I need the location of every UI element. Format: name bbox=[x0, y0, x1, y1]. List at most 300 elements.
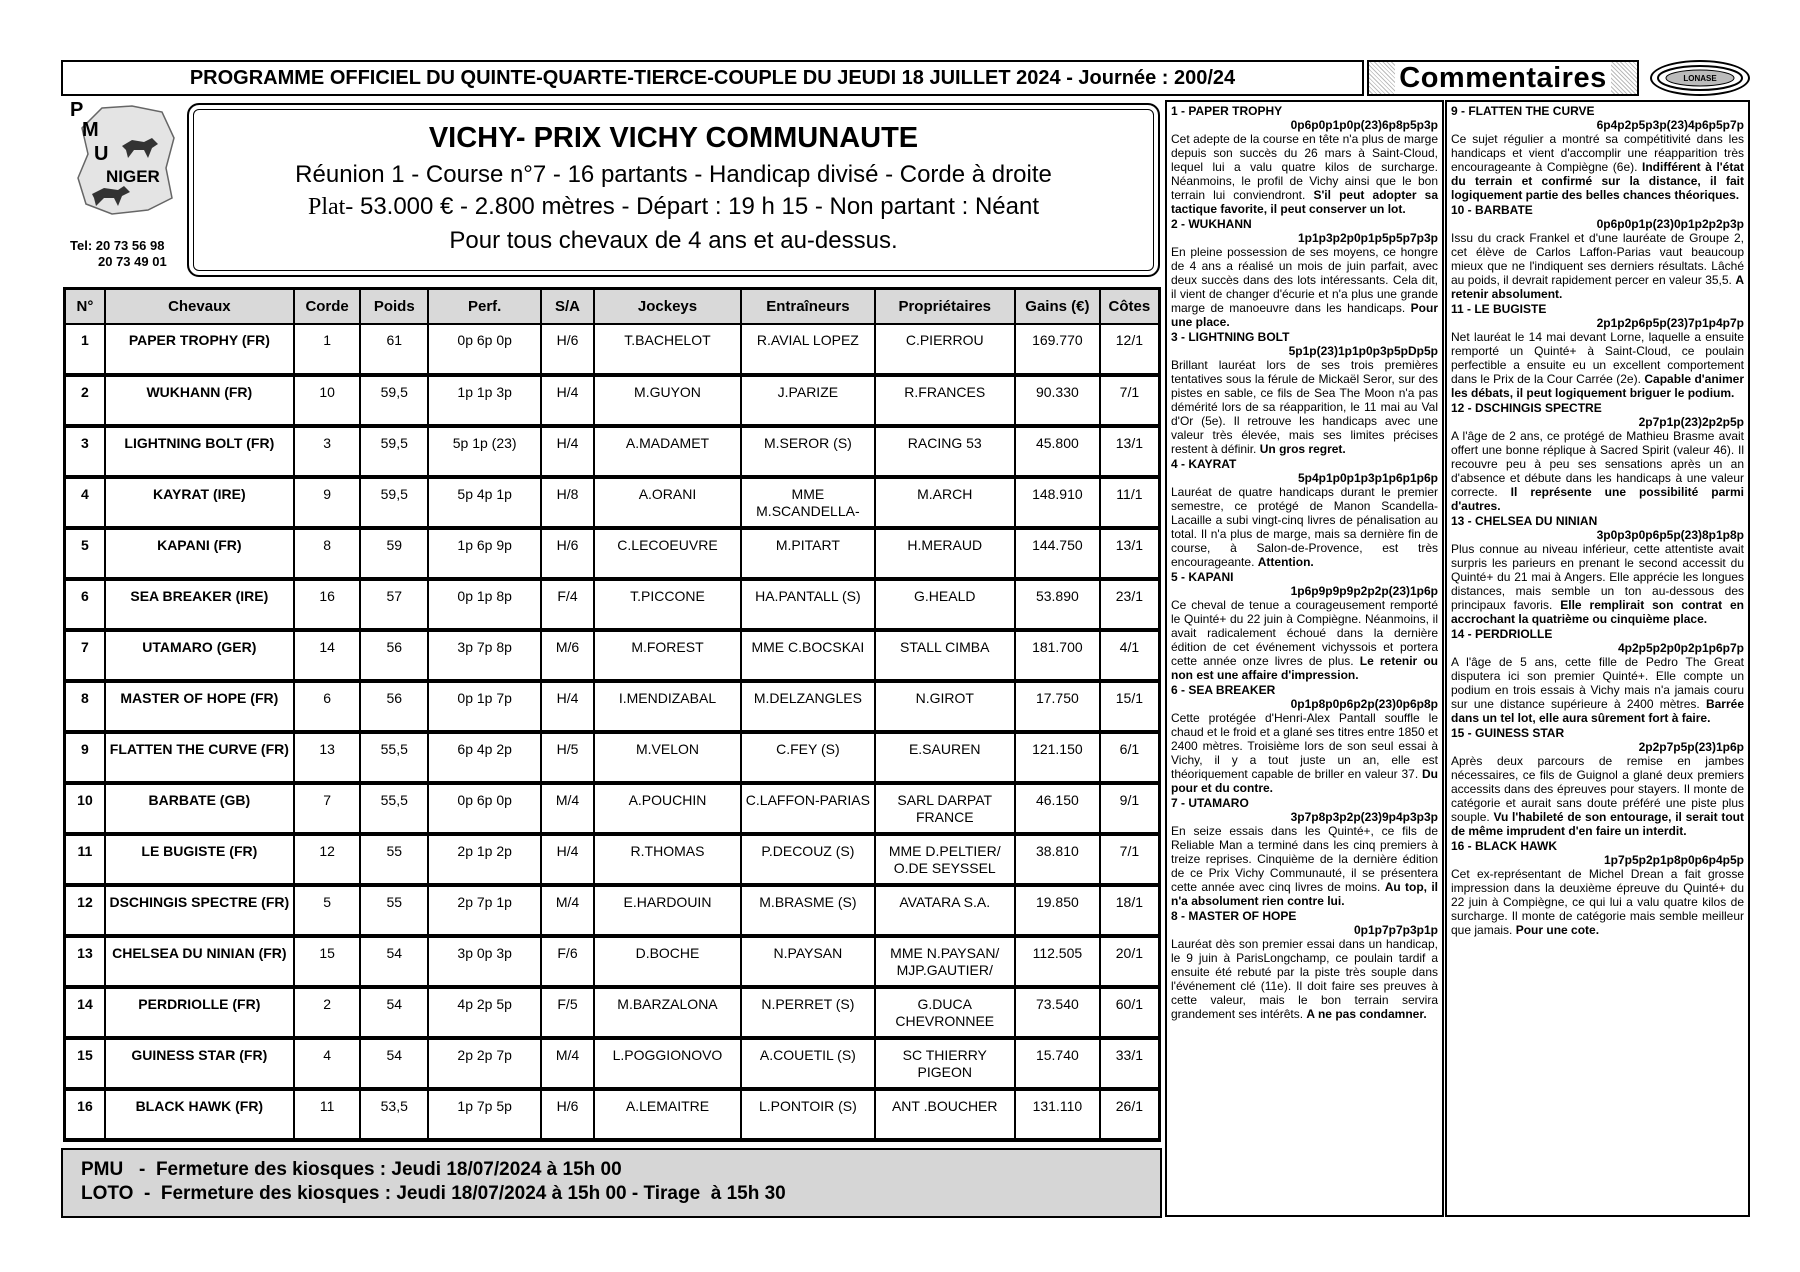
comment-horse: 14 - PERDRIOLLE bbox=[1451, 627, 1553, 641]
comment-text bbox=[1171, 711, 1438, 795]
horse-name: BLACK HAWK (FR) bbox=[105, 1089, 294, 1140]
weight: 54 bbox=[360, 936, 428, 987]
draw: 5 bbox=[294, 885, 361, 936]
comment-entry bbox=[1171, 570, 1438, 682]
horse-name: KAPANI (FR) bbox=[105, 528, 294, 579]
weight: 54 bbox=[360, 1038, 428, 1089]
odds: 60/1 bbox=[1100, 987, 1160, 1038]
comment-verdict: Pour une place. bbox=[1171, 301, 1438, 329]
pmu-letter-u: U bbox=[94, 143, 109, 165]
comment-horse: 16 - BLACK HAWK bbox=[1451, 839, 1558, 853]
comment-body: Cet adepte de la course en tête n'a plus de marge depuis son succès du 26 mars à Saint-Cloud, lequel lui a valu quatre kilos de surcharge. Néanmoins, le profil de Vichy ainsi que le bon terrain lui conviendront. bbox=[1171, 132, 1438, 202]
comment-form: 1p7p5p2p1p8p0p6p4p5p bbox=[1603, 853, 1744, 867]
draw: 8 bbox=[294, 528, 361, 579]
runners-table bbox=[63, 287, 1161, 1142]
comment-text bbox=[1451, 231, 1744, 301]
comment-body: Cet ex-représentant de Michel Drean a fait grosse impression dans la deuxième épreuve du Quinté+ du 22 juin à Compiègne, ce qui lui a valu quatre kilos de surcharge. Il monte de catégorie mais semble meilleur que jamais. bbox=[1451, 867, 1744, 937]
jockey: M.FOREST bbox=[594, 630, 741, 681]
horse-name: LIGHTNING BOLT (FR) bbox=[105, 426, 294, 477]
comment-entry bbox=[1171, 330, 1438, 456]
comment-verdict: Le retenir ou non est une affaire d'impression. bbox=[1171, 654, 1438, 682]
weight: 59,5 bbox=[360, 477, 428, 528]
sex-age: F/5 bbox=[541, 987, 594, 1038]
pmu-niger-logo bbox=[62, 98, 180, 269]
comment-body: Cette protégée d'Henri-Alex Pantall souffle le chaud et le froid et a glané ses titres entre 1850 et 2400 mètres. Troisième lors de son seul essai à Vichy, il y a tout juste un an, elle est théoriquement capable de briller en valeur 37. bbox=[1171, 711, 1438, 781]
runner-number: 13 bbox=[65, 936, 105, 987]
weight: 55 bbox=[360, 885, 428, 936]
earnings: 112.505 bbox=[1015, 936, 1100, 987]
form: 2p 1p 2p bbox=[428, 834, 541, 885]
odds: 15/1 bbox=[1100, 681, 1160, 732]
comments-title: Commentaires bbox=[1395, 62, 1610, 94]
form: 1p 7p 5p bbox=[428, 1089, 541, 1140]
comment-verdict: Attention. bbox=[1257, 555, 1314, 569]
trainer: M.DELZANGLES bbox=[741, 681, 874, 732]
comment-text bbox=[1451, 754, 1744, 838]
comment-entry bbox=[1451, 104, 1744, 202]
owner: STALL CIMBA bbox=[875, 630, 1015, 681]
comment-form: 1p6p9p9p9p2p2p(23)1p6p bbox=[1290, 584, 1438, 598]
comment-horse: 11 - LE BUGISTE bbox=[1451, 302, 1547, 316]
comment-verdict: Vu l'habileté de son entourage, il serait tout de même imprudent d'en faire un interdit. bbox=[1451, 810, 1744, 838]
form: 3p 0p 3p bbox=[428, 936, 541, 987]
comment-body: En seize essais dans les Quinté+, ce fils de Reliable Man a terminé dans les cinq premiers à treize reprises. Cinquième de la dernière édition de ce Prix Vichy Communauté, il se présentera cette année avec cinq livres de moins. bbox=[1171, 824, 1438, 894]
weight: 55 bbox=[360, 834, 428, 885]
comment-entry bbox=[1451, 514, 1744, 626]
column-header: Jockeys bbox=[594, 289, 741, 324]
comment-verdict: A ne pas condamner. bbox=[1306, 1007, 1427, 1021]
comment-entry bbox=[1451, 839, 1744, 937]
comment-text bbox=[1451, 429, 1744, 513]
comments-header bbox=[1367, 60, 1639, 96]
comment-horse: 3 - LIGHTNING BOLT bbox=[1171, 330, 1290, 344]
runner-number: 4 bbox=[65, 477, 105, 528]
comment-form: 3p7p8p3p2p(23)9p4p3p3p bbox=[1290, 810, 1438, 824]
owner: ANT .BOUCHER bbox=[875, 1089, 1015, 1140]
comment-form: 2p2p7p5p(23)1p6p bbox=[1638, 740, 1744, 754]
runner-number: 8 bbox=[65, 681, 105, 732]
column-header: Perf. bbox=[428, 289, 541, 324]
earnings: 121.150 bbox=[1015, 732, 1100, 783]
comment-text bbox=[1171, 485, 1438, 569]
runner-number: 7 bbox=[65, 630, 105, 681]
comment-text bbox=[1451, 542, 1744, 626]
comment-form: 0p6p0p1p0p(23)6p8p5p3p bbox=[1290, 118, 1438, 132]
comments-column-2 bbox=[1445, 100, 1750, 1217]
runner-number: 9 bbox=[65, 732, 105, 783]
comment-text bbox=[1171, 358, 1438, 456]
comment-entry bbox=[1451, 302, 1744, 400]
comment-body: Lauréat dès son premier essai dans un handicap, le 9 juin à ParisLongchamp, ce poulain tardif a ensuite été rebuté par la piste très souple dans l'événement clé (11e). Il doit faire ses preuves à cette valeur, mais le bon terrain servira grandement ses intérêts. bbox=[1171, 937, 1438, 1021]
column-header: N° bbox=[65, 289, 105, 324]
comment-entry bbox=[1171, 683, 1438, 795]
jockey: T.PICCONE bbox=[594, 579, 741, 630]
odds: 9/1 bbox=[1100, 783, 1160, 834]
comment-body: A l'âge de 5 ans, cette fille de Pedro The Great disputera ici son premier Quinté+. Elle compte un podium en trois essais à Vichy mais n'a jamais couru sur une distance supérieure à 2400 mètres. bbox=[1451, 655, 1744, 711]
odds: 13/1 bbox=[1100, 528, 1160, 579]
odds: 4/1 bbox=[1100, 630, 1160, 681]
earnings: 148.910 bbox=[1015, 477, 1100, 528]
comment-text bbox=[1451, 655, 1744, 725]
comment-verdict: Un gros regret. bbox=[1259, 442, 1346, 456]
earnings: 53.890 bbox=[1015, 579, 1100, 630]
comment-body: En pleine possession de ses moyens, ce hongre de 4 ans a réalisé un mois de juin parfait, avec deux succès dans des lots intéressants. Cela dit, il vient de changer d'écurie et n'a plus une grande marge de manoeuvre dans les handicaps. bbox=[1171, 245, 1438, 315]
comment-verdict: Barrée dans un tel lot, elle aura sûrement fort à faire. bbox=[1451, 697, 1744, 725]
lonase-emblem-icon bbox=[1655, 63, 1745, 93]
comment-form: 5p1p(23)1p1p0p3p5pDp5p bbox=[1288, 344, 1438, 358]
comment-entry bbox=[1171, 217, 1438, 329]
horse-name: PERDRIOLLE (FR) bbox=[105, 987, 294, 1038]
earnings: 38.810 bbox=[1015, 834, 1100, 885]
comment-horse: 8 - MASTER OF HOPE bbox=[1171, 909, 1297, 923]
jockey: M.BARZALONA bbox=[594, 987, 741, 1038]
form: 2p 2p 7p bbox=[428, 1038, 541, 1089]
table-row bbox=[65, 426, 1160, 477]
comment-form: 0p6p0p1p(23)0p1p2p2p3p bbox=[1596, 217, 1744, 231]
sex-age: H/4 bbox=[541, 681, 594, 732]
draw: 10 bbox=[294, 375, 361, 426]
sex-age: H/4 bbox=[541, 375, 594, 426]
horse-name: KAYRAT (IRE) bbox=[105, 477, 294, 528]
draw: 4 bbox=[294, 1038, 361, 1089]
trainer: P.DECOUZ (S) bbox=[741, 834, 874, 885]
trainer: HA.PANTALL (S) bbox=[741, 579, 874, 630]
trainer: MME M.SCANDELLA- bbox=[741, 477, 874, 528]
earnings: 17.750 bbox=[1015, 681, 1100, 732]
owner: N.GIROT bbox=[875, 681, 1015, 732]
column-header: Poids bbox=[360, 289, 428, 324]
jockey: R.THOMAS bbox=[594, 834, 741, 885]
draw: 3 bbox=[294, 426, 361, 477]
comment-text bbox=[1171, 132, 1438, 216]
table-body bbox=[65, 324, 1160, 1140]
horse-name: CHELSEA DU NINIAN (FR) bbox=[105, 936, 294, 987]
draw: 7 bbox=[294, 783, 361, 834]
weight: 53,5 bbox=[360, 1089, 428, 1140]
trainer: M.PITART bbox=[741, 528, 874, 579]
table-row bbox=[65, 1089, 1160, 1140]
niger-label: NIGER bbox=[106, 167, 160, 186]
comment-horse: 1 - PAPER TROPHY bbox=[1171, 104, 1283, 118]
weight: 54 bbox=[360, 987, 428, 1038]
comment-form: 4p2p5p2p0p2p1p6p7p bbox=[1617, 641, 1744, 655]
jockey: D.BOCHE bbox=[594, 936, 741, 987]
draw: 13 bbox=[294, 732, 361, 783]
column-header: Propriétaires bbox=[875, 289, 1015, 324]
draw: 16 bbox=[294, 579, 361, 630]
horse-name: GUINESS STAR (FR) bbox=[105, 1038, 294, 1089]
sex-age: H/6 bbox=[541, 324, 594, 375]
runner-number: 1 bbox=[65, 324, 105, 375]
form: 0p 6p 0p bbox=[428, 324, 541, 375]
form: 2p 7p 1p bbox=[428, 885, 541, 936]
column-header: Entraîneurs bbox=[741, 289, 874, 324]
jockey: C.LECOEUVRE bbox=[594, 528, 741, 579]
horse-name: PAPER TROPHY (FR) bbox=[105, 324, 294, 375]
form: 6p 4p 2p bbox=[428, 732, 541, 783]
lonase-logo-icon bbox=[1650, 60, 1750, 96]
runner-number: 2 bbox=[65, 375, 105, 426]
sex-age: H/4 bbox=[541, 834, 594, 885]
draw: 15 bbox=[294, 936, 361, 987]
comment-entry bbox=[1171, 909, 1438, 1021]
jockey: E.HARDOUIN bbox=[594, 885, 741, 936]
odds: 7/1 bbox=[1100, 834, 1160, 885]
owner: G.DUCA CHEVRONNEE bbox=[875, 987, 1015, 1038]
program-title-bar bbox=[61, 60, 1364, 96]
odds: 18/1 bbox=[1100, 885, 1160, 936]
comment-form: 0p1p8p0p6p2p(23)0p6p8p bbox=[1290, 697, 1438, 711]
race-info-box bbox=[187, 103, 1160, 277]
horse-name: MASTER OF HOPE (FR) bbox=[105, 681, 294, 732]
comment-entry bbox=[1171, 104, 1438, 216]
jockey: M.GUYON bbox=[594, 375, 741, 426]
odds: 6/1 bbox=[1100, 732, 1160, 783]
sex-age: M/6 bbox=[541, 630, 594, 681]
weight: 59 bbox=[360, 528, 428, 579]
table-row bbox=[65, 885, 1160, 936]
jockey: M.VELON bbox=[594, 732, 741, 783]
weight: 55,5 bbox=[360, 783, 428, 834]
table-row bbox=[65, 1038, 1160, 1089]
owner: RACING 53 bbox=[875, 426, 1015, 477]
draw: 12 bbox=[294, 834, 361, 885]
runner-number: 6 bbox=[65, 579, 105, 630]
comment-body: A l'âge de 2 ans, ce protégé de Mathieu Brasme avait offert une bonne réplique à Sacred Spirit (valeur 46). Il recouvre peu à peu ses sensations après un an d'absence et débute dans les handicaps à une valeur correcte. bbox=[1451, 429, 1744, 499]
table-row bbox=[65, 732, 1160, 783]
comment-horse: 5 - KAPANI bbox=[1171, 570, 1234, 584]
horse-name: FLATTEN THE CURVE (FR) bbox=[105, 732, 294, 783]
table-row bbox=[65, 987, 1160, 1038]
weight: 56 bbox=[360, 681, 428, 732]
odds: 23/1 bbox=[1100, 579, 1160, 630]
race-type: Plat- bbox=[307, 194, 354, 220]
odds: 13/1 bbox=[1100, 426, 1160, 477]
owner: SARL DARPAT FRANCE bbox=[875, 783, 1015, 834]
draw: 14 bbox=[294, 630, 361, 681]
comment-form: 0p1p7p7p3p1p bbox=[1353, 923, 1438, 937]
odds: 20/1 bbox=[1100, 936, 1160, 987]
closing-times-box bbox=[61, 1148, 1162, 1218]
comment-body: Ce cheval de tenue a courageusement remporté le Quinté+ du 22 juin à Compiègne. Néanmoins, il avait radicalement échoué dans la dernière édition de cet événement vichyssois et portera cette année onze livres de plus. bbox=[1171, 598, 1438, 668]
sex-age: H/8 bbox=[541, 477, 594, 528]
comment-text bbox=[1171, 937, 1438, 1021]
sex-age: F/6 bbox=[541, 936, 594, 987]
earnings: 181.700 bbox=[1015, 630, 1100, 681]
earnings: 169.770 bbox=[1015, 324, 1100, 375]
sex-age: H/5 bbox=[541, 732, 594, 783]
comment-body: Issu du crack Frankel et d'une lauréate de Groupe 2, cet élève de Carlos Laffon-Parias vaut beaucoup mieux que ne l'indiquent ses derniers résultats. Lâché au poids, il devrait rapidement percer en valeur 35,5. bbox=[1451, 231, 1744, 287]
draw: 2 bbox=[294, 987, 361, 1038]
horse-name: UTAMARO (GER) bbox=[105, 630, 294, 681]
table-row bbox=[65, 375, 1160, 426]
jockey: A.LEMAITRE bbox=[594, 1089, 741, 1140]
comments-column-1 bbox=[1165, 100, 1444, 1217]
program-title: PROGRAMME OFFICIEL DU QUINTE-QUARTE-TIERCE-COUPLE DU JEUDI 18 JUILLET 2024 - Journée : 200/24 bbox=[189, 66, 1236, 89]
phone-1: Tel: 20 73 56 98 bbox=[70, 238, 165, 253]
owner: M.ARCH bbox=[875, 477, 1015, 528]
table-row bbox=[65, 681, 1160, 732]
odds: 11/1 bbox=[1100, 477, 1160, 528]
column-header: Côtes bbox=[1100, 289, 1160, 324]
phone-numbers bbox=[70, 238, 167, 270]
draw: 6 bbox=[294, 681, 361, 732]
comment-entry bbox=[1171, 796, 1438, 908]
comment-verdict: A retenir absolument. bbox=[1451, 273, 1744, 301]
comment-body: Ce sujet régulier a montré sa compétitivité dans les handicaps et vient d'accomplir une réapparition très encourageante à Compiègne (6e). bbox=[1451, 132, 1744, 174]
sex-age: H/4 bbox=[541, 426, 594, 477]
owner: H.MERAUD bbox=[875, 528, 1015, 579]
odds: 12/1 bbox=[1100, 324, 1160, 375]
race-title: VICHY- PRIX VICHY COMMUNAUTE bbox=[428, 122, 919, 154]
table-row bbox=[65, 579, 1160, 630]
owner: AVATARA S.A. bbox=[875, 885, 1015, 936]
form: 5p 1p (23) bbox=[428, 426, 541, 477]
trainer: M.BRASME (S) bbox=[741, 885, 874, 936]
trainer: R.AVIAL LOPEZ bbox=[741, 324, 874, 375]
sex-age: H/6 bbox=[541, 528, 594, 579]
form: 1p 1p 3p bbox=[428, 375, 541, 426]
odds: 26/1 bbox=[1100, 1089, 1160, 1140]
comment-body: Net lauréat le 14 mai devant Lorne, laquelle a ensuite remporté un Quinté+ à Saint-Cloud, ce poulain perfectible a ensuite eu un excellent comportement dans le Prix de la Cour Carrée (2e). bbox=[1451, 330, 1744, 386]
niger-map-icon bbox=[62, 98, 180, 236]
comment-text bbox=[1451, 330, 1744, 400]
comment-form: 6p4p2p5p3p(23)4p6p5p7p bbox=[1596, 118, 1744, 132]
comment-horse: 2 - WUKHANN bbox=[1171, 217, 1252, 231]
weight: 55,5 bbox=[360, 732, 428, 783]
race-conditions: Pour tous chevaux de 4 ans et au-dessus. bbox=[449, 227, 898, 254]
trainer: M.SEROR (S) bbox=[741, 426, 874, 477]
odds: 7/1 bbox=[1100, 375, 1160, 426]
comment-verdict: Au top, il n'a absolument rien contre lui. bbox=[1171, 880, 1438, 908]
sex-age: M/4 bbox=[541, 885, 594, 936]
comment-form: 2p7p1p(23)2p2p5p bbox=[1638, 415, 1744, 429]
column-header: Gains (€) bbox=[1015, 289, 1100, 324]
table-row bbox=[65, 477, 1160, 528]
sex-age: M/4 bbox=[541, 1038, 594, 1089]
comment-form: 1p1p3p2p0p1p5p5p7p3p bbox=[1297, 231, 1438, 245]
comment-verdict: Il représente une possibilité parmi d'autres. bbox=[1451, 485, 1744, 513]
comment-horse: 7 - UTAMARO bbox=[1171, 796, 1249, 810]
trainer: C.LAFFON-PARIAS bbox=[741, 783, 874, 834]
weight: 59,5 bbox=[360, 426, 428, 477]
form: 4p 2p 5p bbox=[428, 987, 541, 1038]
lonase-label: LONASE bbox=[1683, 74, 1717, 83]
comment-horse: 15 - GUINESS STAR bbox=[1451, 726, 1565, 740]
odds: 33/1 bbox=[1100, 1038, 1160, 1089]
column-header: S/A bbox=[541, 289, 594, 324]
runner-number: 11 bbox=[65, 834, 105, 885]
earnings: 19.850 bbox=[1015, 885, 1100, 936]
table-row bbox=[65, 783, 1160, 834]
comment-form: 3p0p3p0p6p5p(23)8p1p8p bbox=[1596, 528, 1744, 542]
sex-age: H/6 bbox=[541, 1089, 594, 1140]
runner-number: 5 bbox=[65, 528, 105, 579]
form: 1p 6p 9p bbox=[428, 528, 541, 579]
race-details-line bbox=[189, 190, 1158, 224]
horse-name: BARBATE (GB) bbox=[105, 783, 294, 834]
owner: MME N.PAYSAN/ MJP.GAUTIER/ bbox=[875, 936, 1015, 987]
form: 3p 7p 8p bbox=[428, 630, 541, 681]
owner: MME D.PELTIER/ O.DE SEYSSEL bbox=[875, 834, 1015, 885]
draw: 1 bbox=[294, 324, 361, 375]
weight: 61 bbox=[360, 324, 428, 375]
comment-entry bbox=[1171, 457, 1438, 569]
weight: 59,5 bbox=[360, 375, 428, 426]
earnings: 73.540 bbox=[1015, 987, 1100, 1038]
jockey: A.POUCHIN bbox=[594, 783, 741, 834]
form: 0p 1p 7p bbox=[428, 681, 541, 732]
horse-name: WUKHANN (FR) bbox=[105, 375, 294, 426]
comment-verdict: Pour une cote. bbox=[1515, 923, 1600, 937]
comment-entry bbox=[1451, 726, 1744, 838]
comment-text bbox=[1451, 867, 1744, 937]
weight: 57 bbox=[360, 579, 428, 630]
comment-verdict: Elle remplirait son contrat en accrochant la quatrième ou cinquième place. bbox=[1451, 598, 1744, 626]
comment-horse: 4 - KAYRAT bbox=[1171, 457, 1237, 471]
owner: R.FRANCES bbox=[875, 375, 1015, 426]
table-row bbox=[65, 936, 1160, 987]
earnings: 45.800 bbox=[1015, 426, 1100, 477]
comment-verdict: Indifférent à l'état du terrain et confirmé sur la distance, il fait logiquement partie des belles chances théoriques. bbox=[1451, 160, 1744, 202]
column-header: Chevaux bbox=[105, 289, 294, 324]
runner-number: 3 bbox=[65, 426, 105, 477]
column-header: Corde bbox=[294, 289, 361, 324]
jockey: I.MENDIZABAL bbox=[594, 681, 741, 732]
comment-text bbox=[1171, 245, 1438, 329]
weight: 56 bbox=[360, 630, 428, 681]
comment-body: Brillant lauréat lors de ses trois premières tentatives sous la férule de Mickaël Seror, sur des pistes en sable, ce fils de Sea The Moon n'a pas démérité lors de sa réapparition, le 11 mai au Val d'Or (5e). Il retrouve les handicaps avec une valeur très élevée, mais ses limites précises restent à définir. bbox=[1171, 358, 1438, 456]
comment-body: Lauréat de quatre handicaps durant le premier semestre, ce protégé de Manon Scandella-Lacaille a subi vingt-cinq livres de pénalisation au total. Il n'a plus de marge, mais sa dernière fin de course, à Salon-de-Provence, est très encourageante. bbox=[1171, 485, 1438, 569]
table-row bbox=[65, 834, 1160, 885]
owner: C.PIERROU bbox=[875, 324, 1015, 375]
comment-text bbox=[1171, 598, 1438, 682]
jockey: T.BACHELOT bbox=[594, 324, 741, 375]
owner: E.SAUREN bbox=[875, 732, 1015, 783]
trainer: N.PERRET (S) bbox=[741, 987, 874, 1038]
owner: G.HEALD bbox=[875, 579, 1015, 630]
comment-entry bbox=[1451, 627, 1744, 725]
draw: 9 bbox=[294, 477, 361, 528]
comment-verdict: S'il peut adopter sa tactique favorite, il peut conserver un lot. bbox=[1171, 188, 1438, 216]
jockey: A.ORANI bbox=[594, 477, 741, 528]
comment-horse: 13 - CHELSEA DU NINIAN bbox=[1451, 514, 1598, 528]
comment-horse: 10 - BARBATE bbox=[1451, 203, 1533, 217]
comment-horse: 12 - DSCHINGIS SPECTRE bbox=[1451, 401, 1602, 415]
runner-number: 14 bbox=[65, 987, 105, 1038]
comment-verdict: Du pour et du contre. bbox=[1171, 767, 1438, 795]
comment-body: Plus connue au niveau inférieur, cette attentiste avait surpris les parieurs en prenant le second accessit du Quinté+ du 21 mai à Angers. Elle apprécie les longues distances, mais semble un ton au-dessous des principaux favoris. bbox=[1451, 542, 1744, 612]
earnings: 144.750 bbox=[1015, 528, 1100, 579]
form: 0p 1p 8p bbox=[428, 579, 541, 630]
phone-2: 20 73 49 01 bbox=[98, 254, 167, 269]
table-header-row bbox=[65, 289, 1160, 324]
table-row bbox=[65, 528, 1160, 579]
comment-verdict: Capable d'animer les débats, il peut logiquement briguer le podium. bbox=[1451, 372, 1745, 400]
draw: 11 bbox=[294, 1089, 361, 1140]
pmu-letter-p: P bbox=[70, 99, 84, 121]
runner-number: 16 bbox=[65, 1089, 105, 1140]
form: 0p 6p 0p bbox=[428, 783, 541, 834]
sex-age: F/4 bbox=[541, 579, 594, 630]
sex-age: M/4 bbox=[541, 783, 594, 834]
race-meeting-line: Réunion 1 - Course n°7 - 16 partants - Handicap divisé - Corde à droite bbox=[295, 161, 1052, 188]
loto-closing: LOTO - Fermeture des kiosques : Jeudi 18/07/2024 à 15h 00 - Tirage à 15h 30 bbox=[81, 1183, 786, 1204]
pmu-closing: PMU - Fermeture des kiosques : Jeudi 18/07/2024 à 15h 00 bbox=[81, 1159, 622, 1180]
earnings: 90.330 bbox=[1015, 375, 1100, 426]
jockey: L.POGGIONOVO bbox=[594, 1038, 741, 1089]
jockey: A.MADAMET bbox=[594, 426, 741, 477]
